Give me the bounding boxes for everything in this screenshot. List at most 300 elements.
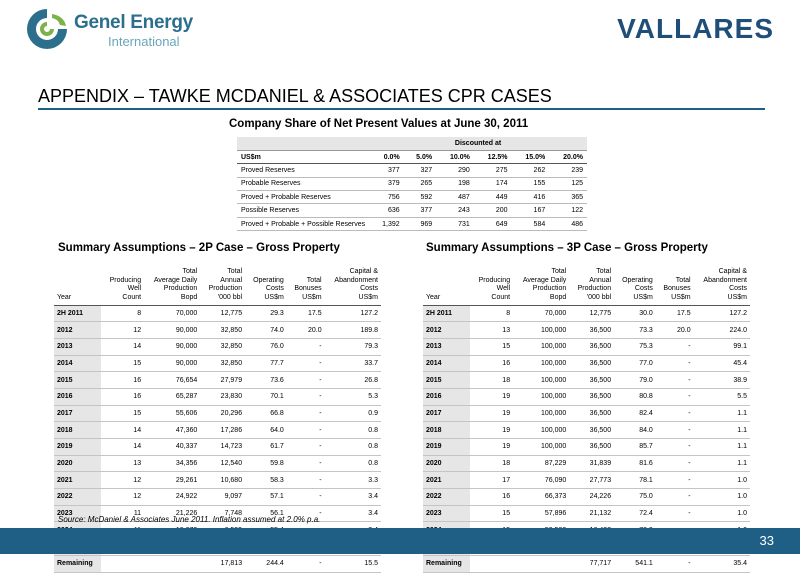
value-cell: 27,773 bbox=[569, 472, 614, 489]
value-cell: 57,896 bbox=[513, 505, 569, 522]
npv-value: 167 bbox=[512, 204, 550, 217]
table-row bbox=[423, 505, 750, 522]
value-cell: 10,680 bbox=[200, 472, 245, 489]
value-cell: 36,500 bbox=[569, 372, 614, 389]
table-row bbox=[423, 405, 750, 422]
value-cell: 38.9 bbox=[694, 372, 750, 389]
value-cell: 3.4 bbox=[325, 505, 381, 522]
value-cell: 20.0 bbox=[656, 322, 694, 339]
table-row bbox=[54, 305, 381, 322]
value-cell: 81.6 bbox=[614, 455, 656, 472]
value-cell: 36,500 bbox=[569, 388, 614, 405]
table-row bbox=[54, 555, 381, 572]
npv-value: 262 bbox=[512, 164, 550, 177]
value-cell: - bbox=[287, 355, 325, 372]
npv-value: 649 bbox=[474, 217, 512, 230]
value-cell: - bbox=[287, 489, 325, 506]
column-header: Operating Costs US$m bbox=[614, 263, 656, 305]
value-cell: 224.0 bbox=[694, 322, 750, 339]
year-cell: 2015 bbox=[423, 372, 470, 389]
year-cell: 2019 bbox=[54, 439, 101, 456]
value-cell: - bbox=[656, 489, 694, 506]
table-row bbox=[54, 472, 381, 489]
value-cell bbox=[101, 555, 144, 572]
case-3p-title: Summary Assumptions – 3P Case – Gross Property bbox=[426, 242, 708, 254]
page-title: APPENDIX – TAWKE MCDANIEL & ASSOCIATES CPR CASES bbox=[38, 86, 552, 106]
value-cell: 0.8 bbox=[325, 422, 381, 439]
case-3p-table bbox=[423, 263, 750, 573]
value-cell: 100,000 bbox=[513, 338, 569, 355]
value-cell: 16 bbox=[470, 489, 513, 506]
year-cell: 2020 bbox=[423, 455, 470, 472]
value-cell: 30.0 bbox=[614, 305, 656, 322]
value-cell: 70,000 bbox=[513, 305, 569, 322]
value-cell: 13 bbox=[101, 455, 144, 472]
page-number: 33 bbox=[759, 533, 774, 548]
year-cell: 2013 bbox=[423, 338, 470, 355]
value-cell: 74.0 bbox=[245, 322, 287, 339]
rate-header: 15.0% bbox=[512, 150, 550, 163]
value-cell: 36,500 bbox=[569, 439, 614, 456]
value-cell: - bbox=[287, 372, 325, 389]
value-cell: 90,000 bbox=[144, 338, 200, 355]
value-cell: 75.0 bbox=[614, 489, 656, 506]
value-cell: - bbox=[656, 405, 694, 422]
npv-value: 239 bbox=[549, 164, 587, 177]
column-header: Total Annual Production '000 bbl bbox=[569, 263, 614, 305]
npv-value: 486 bbox=[549, 217, 587, 230]
table-row bbox=[54, 388, 381, 405]
value-cell: - bbox=[656, 422, 694, 439]
value-cell: 75.3 bbox=[614, 338, 656, 355]
value-cell: 17.5 bbox=[287, 305, 325, 322]
value-cell: 70,000 bbox=[144, 305, 200, 322]
value-cell: 0.8 bbox=[325, 439, 381, 456]
value-cell: 66.8 bbox=[245, 405, 287, 422]
value-cell: 36,500 bbox=[569, 338, 614, 355]
value-cell: 47,360 bbox=[144, 422, 200, 439]
value-cell: 13 bbox=[470, 322, 513, 339]
case-2p-title: Summary Assumptions – 2P Case – Gross Property bbox=[58, 242, 340, 254]
header bbox=[0, 0, 800, 60]
value-cell: 12,540 bbox=[200, 455, 245, 472]
npv-value: 969 bbox=[404, 217, 436, 230]
rate-header: 0.0% bbox=[369, 150, 404, 163]
value-cell: 90,000 bbox=[144, 322, 200, 339]
value-cell: 36,500 bbox=[569, 322, 614, 339]
reserve-label: Possible Reserves bbox=[237, 204, 369, 217]
value-cell: 90,000 bbox=[144, 355, 200, 372]
discounted-at-label: Discounted at bbox=[369, 137, 587, 150]
npv-value: 265 bbox=[404, 177, 436, 190]
value-cell: 1.1 bbox=[694, 405, 750, 422]
value-cell: 12 bbox=[101, 322, 144, 339]
value-cell: 8 bbox=[470, 305, 513, 322]
value-cell: 76,654 bbox=[144, 372, 200, 389]
table-row bbox=[54, 455, 381, 472]
year-cell: 2021 bbox=[54, 472, 101, 489]
value-cell: 17.5 bbox=[656, 305, 694, 322]
column-header: Capital & Abandonment Costs US$m bbox=[325, 263, 381, 305]
value-cell: 27,979 bbox=[200, 372, 245, 389]
value-cell: 100,000 bbox=[513, 405, 569, 422]
value-cell: 0.9 bbox=[325, 405, 381, 422]
year-cell: 2012 bbox=[54, 322, 101, 339]
value-cell: 14 bbox=[101, 338, 144, 355]
value-cell: 78.1 bbox=[614, 472, 656, 489]
year-cell: 2014 bbox=[54, 355, 101, 372]
value-cell: - bbox=[287, 422, 325, 439]
year-cell: 2018 bbox=[54, 422, 101, 439]
value-cell: 16 bbox=[470, 355, 513, 372]
year-cell: 2019 bbox=[423, 439, 470, 456]
value-cell: 5.5 bbox=[694, 388, 750, 405]
year-cell: 2016 bbox=[54, 388, 101, 405]
value-cell: 14 bbox=[101, 422, 144, 439]
value-cell bbox=[144, 555, 200, 572]
npv-value: 1,392 bbox=[369, 217, 404, 230]
year-cell: 2023 bbox=[54, 505, 101, 522]
table-row bbox=[423, 372, 750, 389]
npv-value: 416 bbox=[512, 191, 550, 204]
table-row bbox=[423, 422, 750, 439]
case-header-row bbox=[423, 263, 750, 305]
value-cell: 1.0 bbox=[694, 505, 750, 522]
value-cell: 12 bbox=[101, 472, 144, 489]
value-cell: 79.3 bbox=[325, 338, 381, 355]
year-cell: 2016 bbox=[423, 388, 470, 405]
npv-value: 377 bbox=[369, 164, 404, 177]
value-cell: 19 bbox=[470, 422, 513, 439]
table-row bbox=[423, 322, 750, 339]
value-cell: 1.1 bbox=[694, 422, 750, 439]
vallares-logo: VALLARES bbox=[617, 13, 774, 44]
value-cell: 40,337 bbox=[144, 439, 200, 456]
npv-table bbox=[237, 137, 587, 231]
value-cell: 76,090 bbox=[513, 472, 569, 489]
value-cell: - bbox=[656, 555, 694, 572]
npv-value: 155 bbox=[512, 177, 550, 190]
value-cell: - bbox=[656, 355, 694, 372]
value-cell: 1.1 bbox=[694, 439, 750, 456]
value-cell: 9,097 bbox=[200, 489, 245, 506]
npv-row bbox=[237, 177, 587, 190]
value-cell: 33.7 bbox=[325, 355, 381, 372]
npv-value: 125 bbox=[549, 177, 587, 190]
value-cell: 21,226 bbox=[144, 505, 200, 522]
value-cell: 29,261 bbox=[144, 472, 200, 489]
year-cell: 2022 bbox=[54, 489, 101, 506]
value-cell: 15 bbox=[101, 355, 144, 372]
source-note: Source: McDaniel & Associates June 2011. Inflation assumed at 2.0% p.a. bbox=[58, 515, 321, 524]
value-cell: 56.1 bbox=[245, 505, 287, 522]
value-cell: 100,000 bbox=[513, 355, 569, 372]
discounted-at-row bbox=[237, 137, 587, 150]
genel-subtitle: International bbox=[108, 34, 180, 49]
rate-header: 10.0% bbox=[436, 150, 474, 163]
reserve-label: Proved + Probable Reserves bbox=[237, 191, 369, 204]
value-cell: 26.8 bbox=[325, 372, 381, 389]
value-cell: 100,000 bbox=[513, 322, 569, 339]
value-cell: 14 bbox=[101, 439, 144, 456]
case-2p-table bbox=[54, 263, 381, 573]
npv-value: 198 bbox=[436, 177, 474, 190]
npv-value: 122 bbox=[549, 204, 587, 217]
value-cell: 64.0 bbox=[245, 422, 287, 439]
value-cell: 12,775 bbox=[200, 305, 245, 322]
genel-swirl-icon bbox=[24, 6, 70, 52]
npv-value: 243 bbox=[436, 204, 474, 217]
table-row bbox=[423, 355, 750, 372]
value-cell: 17 bbox=[470, 472, 513, 489]
blank-cell bbox=[237, 137, 369, 150]
year-cell: 2017 bbox=[423, 405, 470, 422]
year-cell: 2H 2011 bbox=[423, 305, 470, 322]
npv-value: 636 bbox=[369, 204, 404, 217]
value-cell: 7,748 bbox=[200, 505, 245, 522]
value-cell: - bbox=[287, 455, 325, 472]
table-row bbox=[423, 338, 750, 355]
year-cell: 2021 bbox=[423, 472, 470, 489]
rate-header: 5.0% bbox=[404, 150, 436, 163]
value-cell: - bbox=[656, 505, 694, 522]
value-cell: 34,356 bbox=[144, 455, 200, 472]
column-header: Total Bonuses US$m bbox=[287, 263, 325, 305]
table-row bbox=[54, 355, 381, 372]
value-cell: 19 bbox=[470, 388, 513, 405]
value-cell: 1.0 bbox=[694, 472, 750, 489]
year-cell: 2018 bbox=[423, 422, 470, 439]
year-cell: 2017 bbox=[54, 405, 101, 422]
column-header: Producing Well Count bbox=[470, 263, 513, 305]
year-cell: 2013 bbox=[54, 338, 101, 355]
npv-value: 174 bbox=[474, 177, 512, 190]
unit-label: US$m bbox=[237, 150, 369, 163]
value-cell: - bbox=[287, 555, 325, 572]
value-cell: 32,850 bbox=[200, 338, 245, 355]
value-cell: 18 bbox=[470, 372, 513, 389]
npv-table-title: Company Share of Net Present Values at June 30, 2011 bbox=[229, 118, 529, 130]
year-cell: 2022 bbox=[423, 489, 470, 506]
value-cell: 15.5 bbox=[325, 555, 381, 572]
table-row bbox=[423, 455, 750, 472]
year-cell: Remaining bbox=[423, 555, 470, 572]
year-cell: 2H 2011 bbox=[54, 305, 101, 322]
table-row bbox=[54, 422, 381, 439]
value-cell: - bbox=[287, 388, 325, 405]
value-cell: 1.0 bbox=[694, 489, 750, 506]
npv-value: 327 bbox=[404, 164, 436, 177]
value-cell: 15 bbox=[101, 405, 144, 422]
column-header: Total Annual Production '000 bbl bbox=[200, 263, 245, 305]
value-cell: 20,296 bbox=[200, 405, 245, 422]
npv-row bbox=[237, 217, 587, 230]
value-cell: 36,500 bbox=[569, 422, 614, 439]
reserve-label: Proved Reserves bbox=[237, 164, 369, 177]
value-cell: 16 bbox=[101, 388, 144, 405]
npv-value: 379 bbox=[369, 177, 404, 190]
value-cell: 72.4 bbox=[614, 505, 656, 522]
npv-row bbox=[237, 204, 587, 217]
column-header: Capital & Abandonment Costs US$m bbox=[694, 263, 750, 305]
value-cell: 15 bbox=[470, 505, 513, 522]
value-cell: - bbox=[287, 405, 325, 422]
value-cell: 244.4 bbox=[245, 555, 287, 572]
value-cell: 36,500 bbox=[569, 405, 614, 422]
value-cell: - bbox=[656, 338, 694, 355]
value-cell: 84.0 bbox=[614, 422, 656, 439]
npv-value: 200 bbox=[474, 204, 512, 217]
value-cell: 59.8 bbox=[245, 455, 287, 472]
column-header: Total Average Daily Production Bopd bbox=[144, 263, 200, 305]
value-cell: 24,922 bbox=[144, 489, 200, 506]
case-header-row bbox=[54, 263, 381, 305]
value-cell: 79.0 bbox=[614, 372, 656, 389]
value-cell: 21,132 bbox=[569, 505, 614, 522]
reserve-label: Probable Reserves bbox=[237, 177, 369, 190]
value-cell: 80.8 bbox=[614, 388, 656, 405]
value-cell: 77.7 bbox=[245, 355, 287, 372]
value-cell: 55,606 bbox=[144, 405, 200, 422]
npv-value: 584 bbox=[512, 217, 550, 230]
value-cell: - bbox=[287, 472, 325, 489]
value-cell: 36,500 bbox=[569, 355, 614, 372]
value-cell: 31,839 bbox=[569, 455, 614, 472]
year-cell: 2014 bbox=[423, 355, 470, 372]
table-row bbox=[423, 472, 750, 489]
column-header: Producing Well Count bbox=[101, 263, 144, 305]
year-cell: 2020 bbox=[54, 455, 101, 472]
value-cell bbox=[470, 555, 513, 572]
npv-value: 731 bbox=[436, 217, 474, 230]
table-row bbox=[54, 322, 381, 339]
value-cell: 66,373 bbox=[513, 489, 569, 506]
value-cell: 17,813 bbox=[200, 555, 245, 572]
value-cell: 127.2 bbox=[325, 305, 381, 322]
value-cell: 0.8 bbox=[325, 455, 381, 472]
value-cell: 100,000 bbox=[513, 372, 569, 389]
value-cell: 541.1 bbox=[614, 555, 656, 572]
npv-value: 487 bbox=[436, 191, 474, 204]
value-cell bbox=[513, 555, 569, 572]
column-header: Year bbox=[54, 263, 101, 305]
npv-value: 377 bbox=[404, 204, 436, 217]
value-cell: 20.0 bbox=[287, 322, 325, 339]
value-cell: 45.4 bbox=[694, 355, 750, 372]
value-cell: 99.1 bbox=[694, 338, 750, 355]
npv-row bbox=[237, 164, 587, 177]
value-cell: 24,226 bbox=[569, 489, 614, 506]
table-row bbox=[54, 372, 381, 389]
rate-header: 12.5% bbox=[474, 150, 512, 163]
npv-value: 365 bbox=[549, 191, 587, 204]
value-cell: 82.4 bbox=[614, 405, 656, 422]
footer-bar bbox=[0, 528, 800, 554]
column-header: Total Average Daily Production Bopd bbox=[513, 263, 569, 305]
genel-energy-logo bbox=[24, 6, 193, 52]
genel-name: Genel Energy bbox=[74, 12, 193, 33]
value-cell: 11 bbox=[101, 505, 144, 522]
value-cell: 1.1 bbox=[694, 455, 750, 472]
npv-row bbox=[237, 191, 587, 204]
value-cell: - bbox=[656, 472, 694, 489]
value-cell: 73.3 bbox=[614, 322, 656, 339]
table-row bbox=[423, 305, 750, 322]
value-cell: 3.3 bbox=[325, 472, 381, 489]
table-row bbox=[54, 439, 381, 456]
table-row bbox=[423, 439, 750, 456]
npv-header-row bbox=[237, 150, 587, 163]
rate-header: 20.0% bbox=[549, 150, 587, 163]
value-cell: 189.8 bbox=[325, 322, 381, 339]
title-divider bbox=[38, 108, 765, 110]
value-cell: 100,000 bbox=[513, 388, 569, 405]
value-cell: 15 bbox=[470, 338, 513, 355]
value-cell: 76.0 bbox=[245, 338, 287, 355]
value-cell: 32,850 bbox=[200, 355, 245, 372]
value-cell: - bbox=[656, 372, 694, 389]
value-cell: 18 bbox=[470, 455, 513, 472]
npv-value: 756 bbox=[369, 191, 404, 204]
value-cell: 12 bbox=[101, 489, 144, 506]
value-cell: 12,775 bbox=[569, 305, 614, 322]
value-cell: 14,723 bbox=[200, 439, 245, 456]
value-cell: 5.3 bbox=[325, 388, 381, 405]
value-cell: 77,717 bbox=[569, 555, 614, 572]
value-cell: 17,286 bbox=[200, 422, 245, 439]
npv-value: 290 bbox=[436, 164, 474, 177]
table-row bbox=[423, 489, 750, 506]
value-cell: 73.6 bbox=[245, 372, 287, 389]
reserve-label: Proved + Probable + Possible Reserves bbox=[237, 217, 369, 230]
value-cell: 32,850 bbox=[200, 322, 245, 339]
value-cell: 8 bbox=[101, 305, 144, 322]
value-cell: 85.7 bbox=[614, 439, 656, 456]
column-header: Operating Costs US$m bbox=[245, 263, 287, 305]
value-cell: - bbox=[287, 338, 325, 355]
table-row bbox=[54, 489, 381, 506]
value-cell: 29.3 bbox=[245, 305, 287, 322]
value-cell: 23,830 bbox=[200, 388, 245, 405]
year-cell: 2015 bbox=[54, 372, 101, 389]
table-row bbox=[54, 338, 381, 355]
value-cell: - bbox=[656, 388, 694, 405]
table-row bbox=[54, 405, 381, 422]
value-cell: - bbox=[656, 455, 694, 472]
year-cell: 2023 bbox=[423, 505, 470, 522]
value-cell: 127.2 bbox=[694, 305, 750, 322]
value-cell: 57.1 bbox=[245, 489, 287, 506]
table-row bbox=[423, 388, 750, 405]
table-row bbox=[423, 555, 750, 572]
value-cell: 3.4 bbox=[325, 489, 381, 506]
value-cell: 16 bbox=[101, 372, 144, 389]
value-cell: 35.4 bbox=[694, 555, 750, 572]
value-cell: - bbox=[287, 505, 325, 522]
year-cell: 2012 bbox=[423, 322, 470, 339]
value-cell: 61.7 bbox=[245, 439, 287, 456]
npv-value: 449 bbox=[474, 191, 512, 204]
year-cell: Remaining bbox=[54, 555, 101, 572]
value-cell: 70.1 bbox=[245, 388, 287, 405]
value-cell: 100,000 bbox=[513, 439, 569, 456]
value-cell: - bbox=[656, 439, 694, 456]
npv-value: 592 bbox=[404, 191, 436, 204]
value-cell: 58.3 bbox=[245, 472, 287, 489]
value-cell: 87,229 bbox=[513, 455, 569, 472]
npv-value: 275 bbox=[474, 164, 512, 177]
column-header: Total Bonuses US$m bbox=[656, 263, 694, 305]
